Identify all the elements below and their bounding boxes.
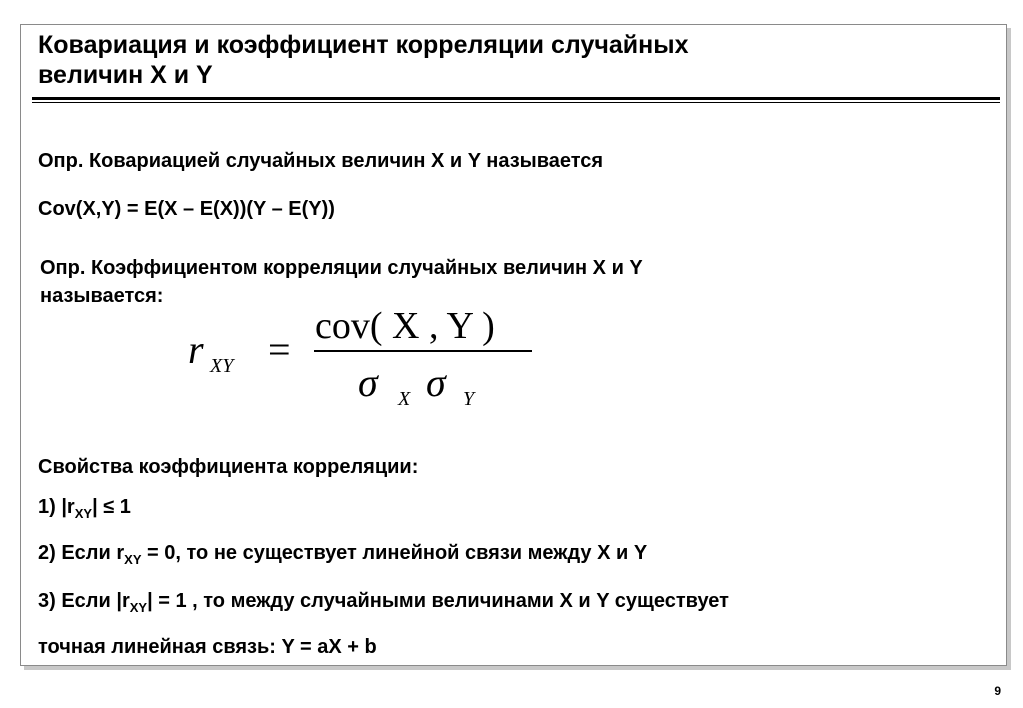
formula-sigma-x-subscript: X xyxy=(398,388,411,410)
title-underline-thin xyxy=(32,102,1000,103)
slide-title xyxy=(38,30,938,90)
page-number: 9 xyxy=(994,684,1001,698)
property-2 xyxy=(38,542,647,567)
properties-heading: Свойства коэффициента корреляции: xyxy=(38,456,419,478)
property-3 xyxy=(38,590,729,615)
property-1-prefix: 1) |r xyxy=(38,496,75,518)
property-2-prefix: 2) Если r xyxy=(38,542,125,564)
property-2-subscript: XY xyxy=(124,552,142,567)
property-3-prefix: 3) Если |r xyxy=(38,590,130,612)
title-underline-thick xyxy=(32,97,1000,100)
property-3-subscript: XY xyxy=(129,600,148,615)
formula-sigma-y: σ xyxy=(426,360,446,405)
property-3-continuation: точная линейная связь: Y = aX + b xyxy=(38,636,377,658)
formula-sigma-x: σ xyxy=(358,360,378,405)
correlation-definition-line-2: называется: xyxy=(40,285,164,307)
correlation-definition-line-1: Опр. Коэффициентом корреляции случайных величин X и Y xyxy=(40,257,643,279)
property-2-suffix: = 0, то не существует линейной связи между X и Y xyxy=(141,542,648,564)
slide-title-line-2: величин X и Y xyxy=(38,61,213,89)
formula-numerator: cov( X , Y ) xyxy=(315,305,495,347)
formula-equals: = xyxy=(268,327,291,372)
formula-sigma-y-subscript: Y xyxy=(463,388,475,410)
correlation-formula xyxy=(180,300,550,410)
formula-r: r xyxy=(188,327,204,372)
property-1-subscript: XY xyxy=(74,506,93,521)
slide-title-line-1: Ковариация и коэффициент корреляции случайных xyxy=(38,31,689,59)
covariance-formula: Cov(X,Y) = E(X – E(X))(Y – E(Y)) xyxy=(38,198,335,220)
property-3-suffix: | = 1 , то между случайными величинами X и Y существует xyxy=(147,590,729,612)
property-1 xyxy=(38,496,131,521)
formula-r-subscript: XY xyxy=(210,355,234,377)
covariance-definition: Опр. Ковариацией случайных величин X и Y называется xyxy=(38,150,604,172)
property-1-suffix: | ≤ 1 xyxy=(92,496,131,518)
